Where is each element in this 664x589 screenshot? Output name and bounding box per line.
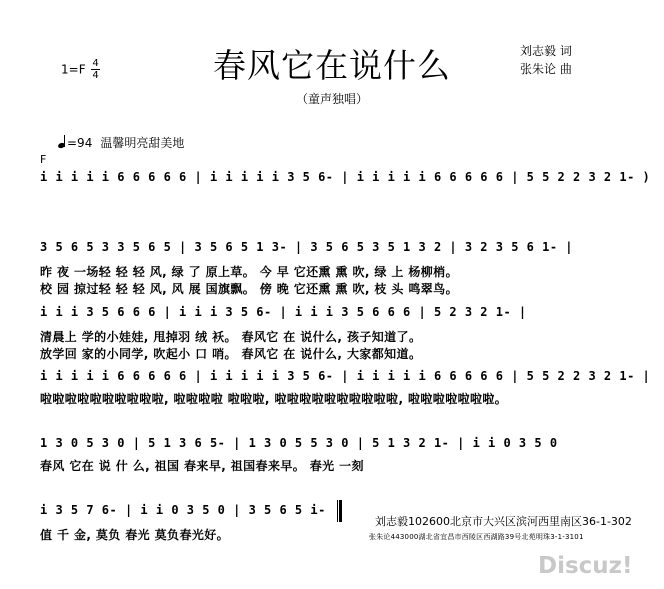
tempo-marking <box>58 134 184 151</box>
notation-line-2: 3 5 6 5 3 3 5 6 5 | 3 5 6 5 1 3- | 3 5 6 5 3 5 1 3 2 | 3 2 3 5 6 1- | <box>40 240 573 254</box>
lyricist-address: 刘志毅102600北京市大兴区滨河西里南区36-1-302 <box>375 515 632 528</box>
key-label: 1=F <box>61 62 86 77</box>
site-watermark: Discuz! <box>538 553 633 579</box>
notation-line-4: i i i i i 6 6 6 6 6 | i i i i i 3 5 6- | i i i i i 6 6 6 6 6 | 5 5 2 2 3 2 1- | <box>40 369 651 383</box>
song-title: 春风它在说什么 <box>213 46 451 85</box>
key-marker: F <box>40 153 47 166</box>
notation-line-6: i 3 5 7 6- | i i 0 3 5 0 | 3 5 6 5 i- <box>40 503 326 517</box>
notation-line-3: i i i 3 5 6 6 6 | i i i 3 5 6- | i i i 3 5 6 6 6 | 5 2 3 2 1- | <box>40 305 527 319</box>
quarter-note-icon <box>57 142 65 149</box>
lyricist-credit: 刘志毅 词 <box>520 44 572 58</box>
time-signature-bottom: 4 <box>92 70 99 81</box>
composer-credit: 张朱论 曲 <box>520 62 572 76</box>
lyric-line-5: 春风 它在 说 什 么, 祖国 春来早, 祖国春来早。 春光 一刻 <box>40 459 364 473</box>
time-signature-top: 4 <box>92 58 99 69</box>
song-subtitle: （童声独唱） <box>295 92 368 106</box>
lyric-line-6: 值 千 金, 莫负 春光 莫负春光好。 <box>40 528 230 542</box>
lyric-line-2b: 校 园 掠过轻 轻 轻 风, 风 展 国旗飘。 傍 晚 它还熏 熏 吹, 枝 头 鸣翠鸟。 <box>40 282 458 296</box>
lyric-line-2a: 昨 夜 一场轻 轻 轻 风, 绿 了 原上草。 今 早 它还熏 熏 吹, 绿 上 杨柳梢。 <box>40 265 458 279</box>
notation-line-1: i i i i i 6 6 6 6 6 | i i i i i 3 5 6- | i i i i i 6 6 6 6 6 | 5 5 2 2 3 2 1- ) <box>40 170 651 184</box>
notation-line-5: 1 3 0 5 3 0 | 5 1 3 6 5- | 1 3 0 5 5 3 0 | 5 1 3 2 1- | i i 0 3 5 0 <box>40 436 558 450</box>
tempo-value: =94 <box>67 136 93 150</box>
final-barline <box>337 500 342 522</box>
tempo-expression: 温馨明亮甜美地 <box>100 136 185 150</box>
lyric-line-4: 啦啦啦啦啦啦啦啦啦啦, 啦啦啦啦 啦啦啦, 啦啦啦啦啦啦啦啦啦啦, 啦啦啦啦啦啦啦。 <box>40 392 508 406</box>
composer-address: 张朱论443000湖北省宜昌市西陵区西湖路39号北苑明珠3-1-3101 <box>369 533 584 541</box>
lyric-line-3b: 放学回 家的小同学, 吹起小 口 哨。 春风它 在 说什么, 大家都知道。 <box>40 347 422 361</box>
lyric-line-3a: 清晨上 学的小娃娃, 甩掉羽 绒 袄。 春风它 在 说什么, 孩子知道了。 <box>40 330 422 344</box>
